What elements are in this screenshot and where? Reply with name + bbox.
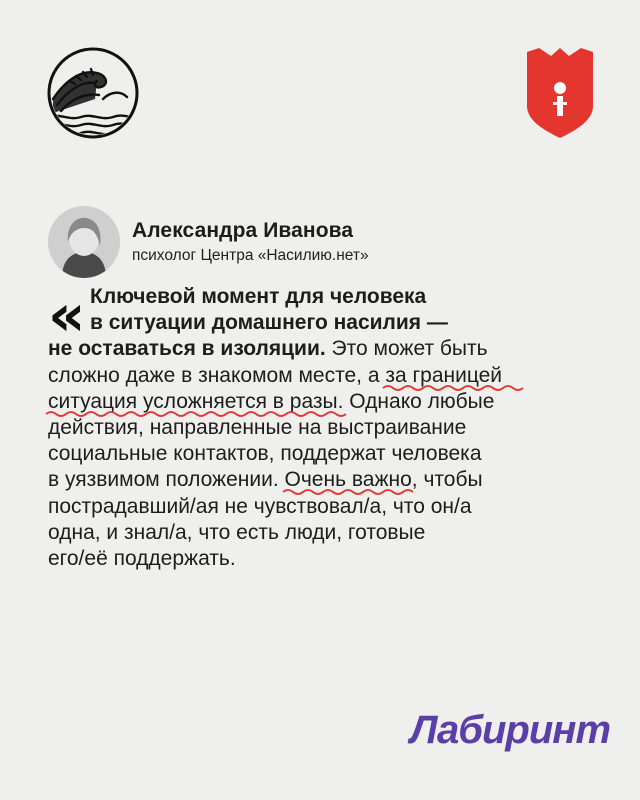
underlined-text: Очень важно xyxy=(284,468,412,492)
quote-line: одна, и знал/а, что есть люди, готовые xyxy=(48,520,426,544)
wave-logo-icon xyxy=(47,47,139,139)
quote-mark: « xyxy=(48,281,86,349)
author-block xyxy=(48,206,369,278)
person-photo-icon xyxy=(48,206,120,278)
quote-line xyxy=(48,389,608,415)
quote-line: Ключевой момент для человека xyxy=(90,285,427,308)
quote-line: пострадавший/ая не чувствовал/а, что он/а xyxy=(48,494,472,518)
quote-line: его/её поддержать. xyxy=(48,547,236,571)
quote-bold-fragment: не оставаться в изоляции. xyxy=(48,337,326,361)
brand-logo: Лабиринт xyxy=(410,708,611,752)
quote-line: действия, направленные на выстраивание xyxy=(48,416,467,440)
quote-line xyxy=(48,336,608,362)
shield-logo-icon xyxy=(525,48,595,138)
underlined-phrase xyxy=(385,364,502,387)
quote-text xyxy=(48,281,608,572)
author-avatar xyxy=(48,206,120,278)
quote-fragment: Это может быть xyxy=(325,337,488,361)
underlined-phrase xyxy=(48,390,338,413)
quote-line: социальные контактов, поддержат человека xyxy=(48,442,482,466)
underlined-text: ситуация усложняется в разы xyxy=(48,389,338,413)
quote-line xyxy=(48,467,608,493)
quote-fragment: сложно даже в знакомом месте, а xyxy=(48,363,386,387)
quote-line xyxy=(48,363,608,389)
quote-fragment: , чтобы xyxy=(411,468,483,492)
author-role: психолог Центра «Насилию.нет» xyxy=(132,247,369,264)
quote-fragment: в уязвимом положении. xyxy=(48,468,285,492)
author-name: Александра Иванова xyxy=(132,219,354,242)
quote-fragment: . Однако любые xyxy=(337,389,495,413)
underlined-phrase xyxy=(285,468,412,491)
underlined-text: за границей xyxy=(385,363,503,387)
quote-line: в ситуации домашнего насилия — xyxy=(90,311,448,335)
